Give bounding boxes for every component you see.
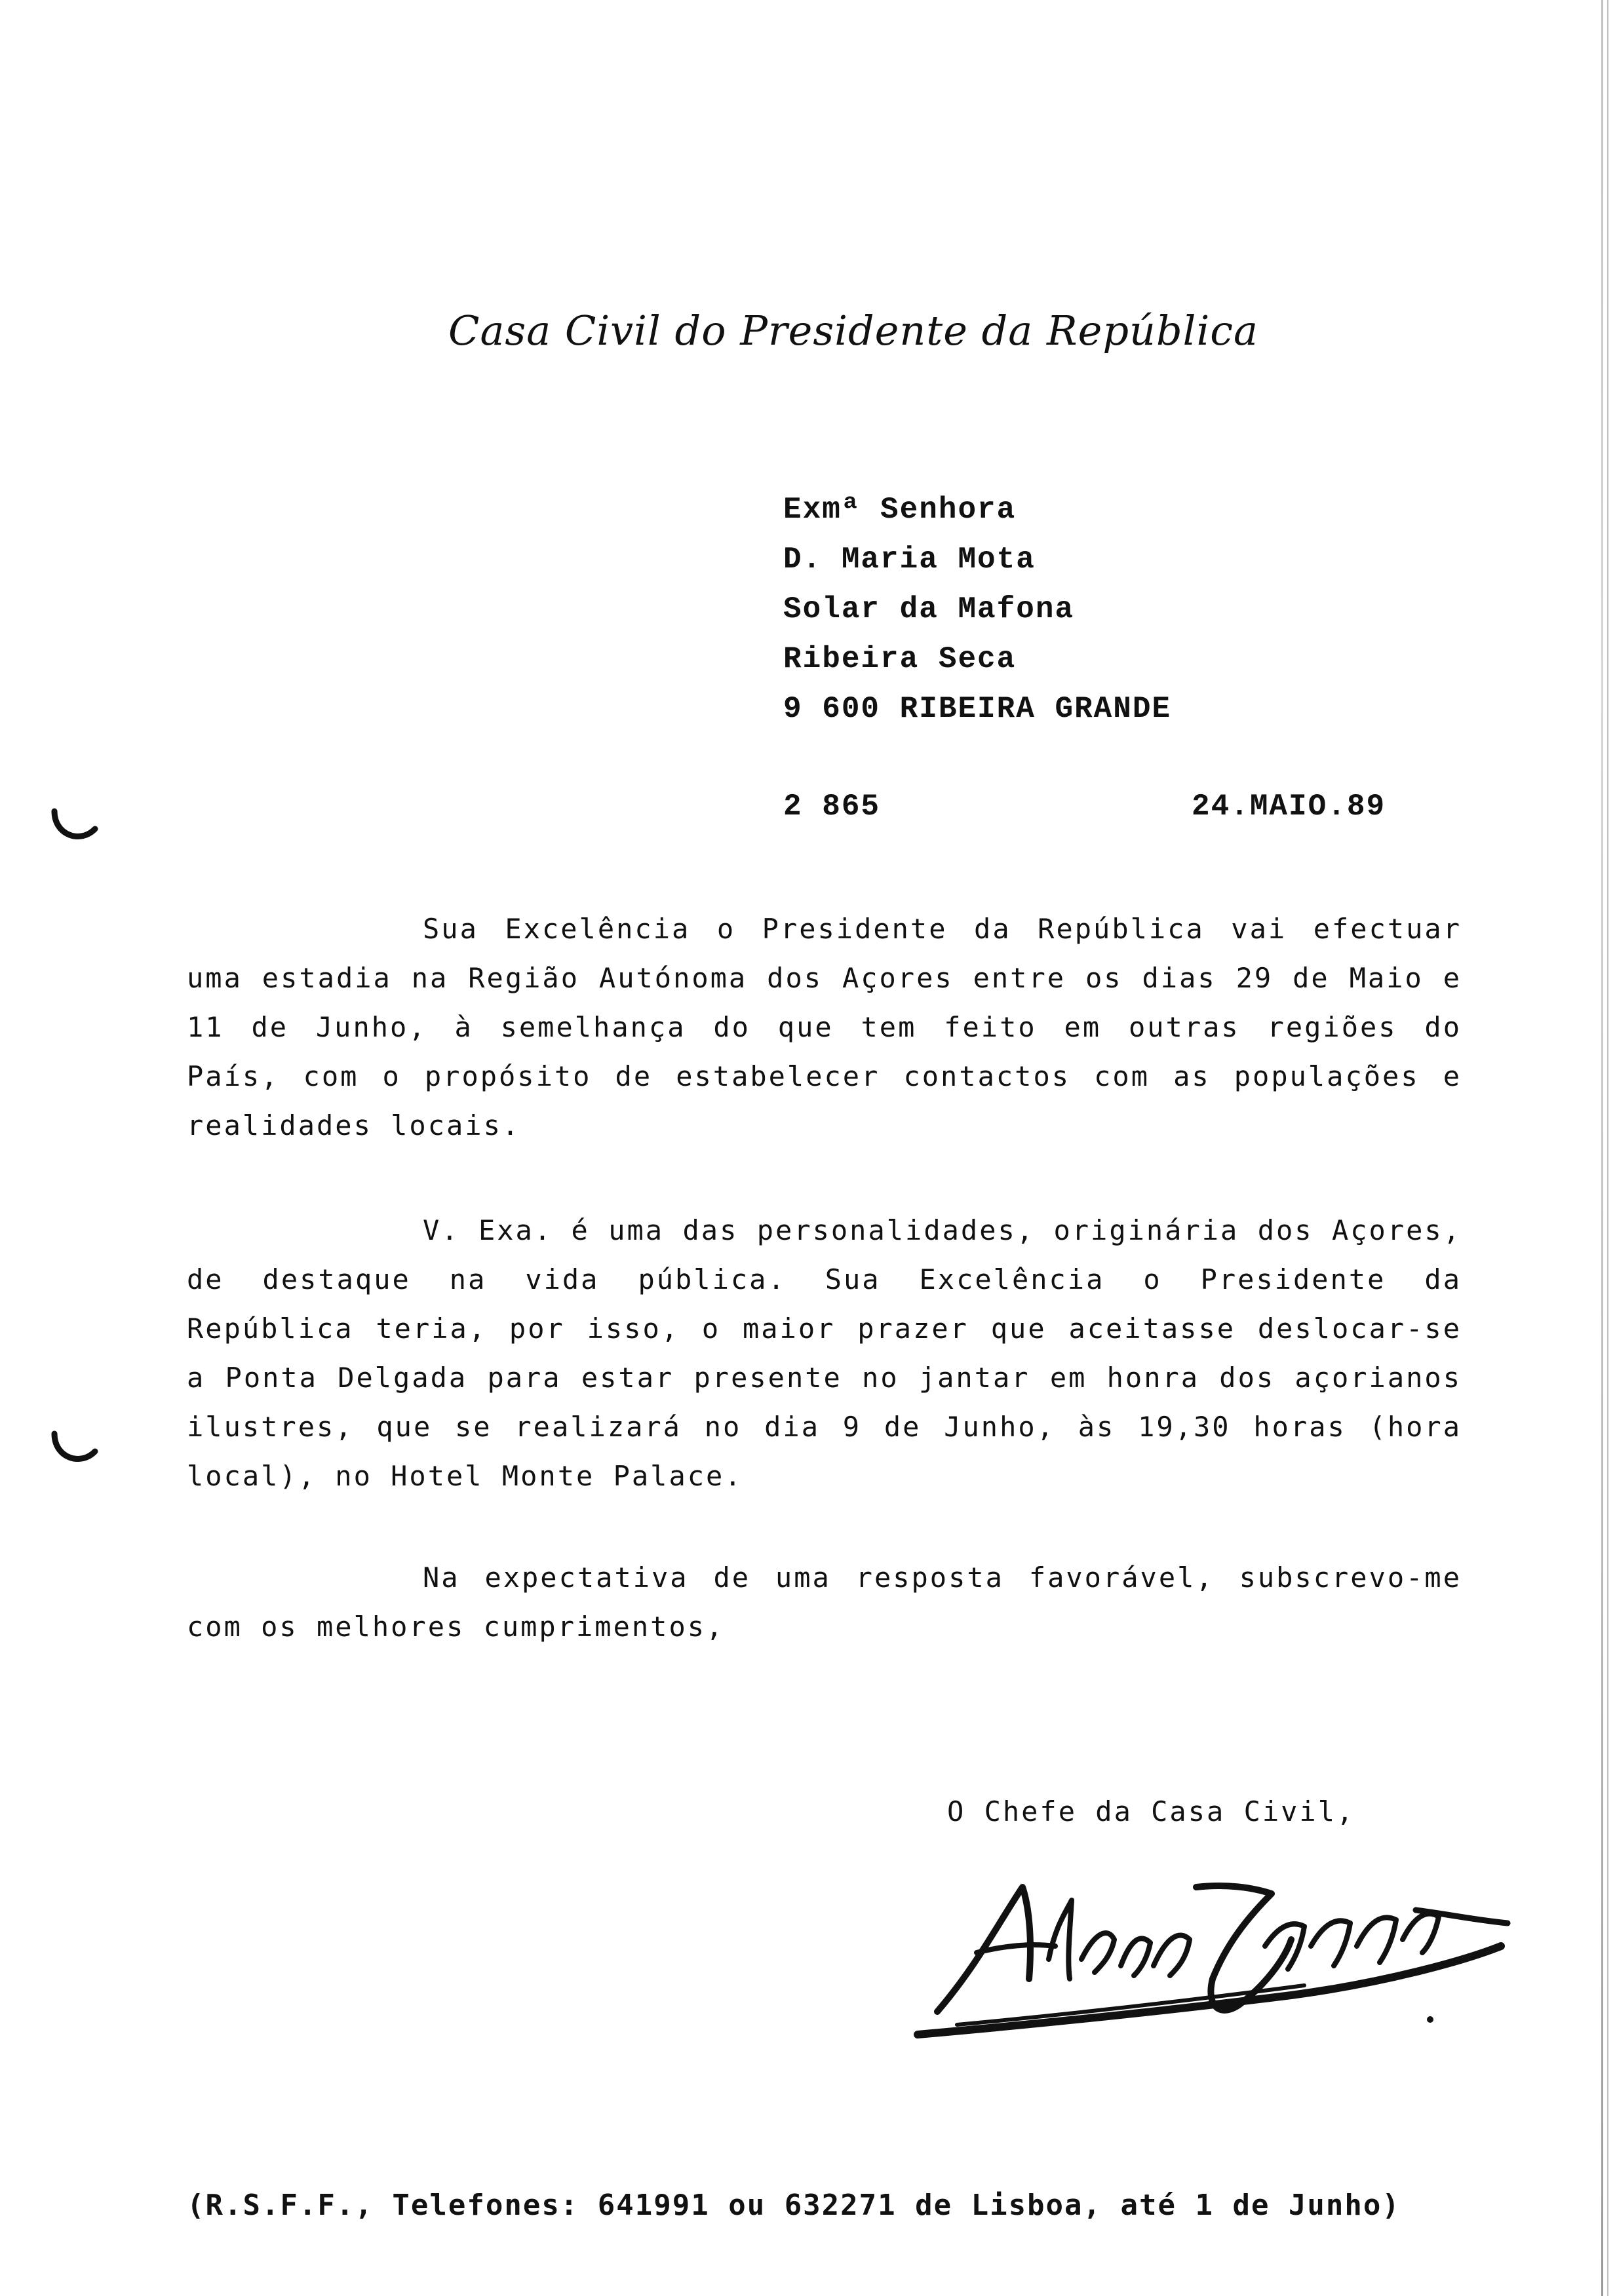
recipient-salutation: Exmª Senhora — [783, 493, 1017, 527]
punch-hole-mark-icon — [49, 799, 102, 852]
closing-line: O Chefe da Casa Civil, — [947, 1795, 1355, 1827]
recipient-city: 9 600 RIBEIRA GRANDE — [783, 692, 1172, 726]
punch-hole-mark-icon — [49, 1422, 102, 1474]
letterhead: Casa Civil do Presidente da República — [448, 307, 1258, 354]
recipient-address-line2: Ribeira Seca — [783, 642, 1017, 676]
recipient-name: D. Maria Mota — [783, 543, 1036, 577]
page-edge-shadow — [1601, 0, 1603, 2296]
paragraph-1 — [187, 904, 1462, 1150]
letter-date: 24.MAIO.89 — [1192, 790, 1386, 824]
handwritten-signature — [898, 1848, 1521, 2044]
paragraph-3-text: Na expectativa de uma resposta favorável, subscrevo-me com os melhores cumprimentos, — [187, 1561, 1462, 1643]
paragraph-1-text: Sua Excelência o Presidente da República vai efectuar uma estadia na Região Autónoma dos Açores entre os dias 29 de Maio e 11 de Junho, à semelhança do que tem feito em outras regiões do País, com o propósito de estabelecer contactos com as populações e realidades locais. — [187, 913, 1462, 1141]
paragraph-2 — [187, 1206, 1462, 1501]
paragraph-2-text: V. Exa. é uma das personalidades, originária dos Açores, de destaque na vida pública. Sua Excelência o Presidente da República teria, por isso, o maior prazer que aceitasse deslocar-se a Ponta Delgada para estar presente no jantar em honra dos açorianos ilustres, que se realizará no dia 9 de Junho, às 19,30 horas (hora local), no Hotel Monte Palace. — [187, 1214, 1462, 1492]
paragraph-3 — [187, 1553, 1462, 1651]
recipient-address-line1: Solar da Mafona — [783, 592, 1075, 626]
reference-number: 2 865 — [783, 790, 881, 824]
recipient-address — [783, 485, 1171, 734]
footer-note: (R.S.F.F., Telefones: 641991 ou 632271 de Lisboa, até 1 de Junho) — [187, 2189, 1401, 2222]
page-edge-shadow-outer — [1607, 0, 1608, 2296]
